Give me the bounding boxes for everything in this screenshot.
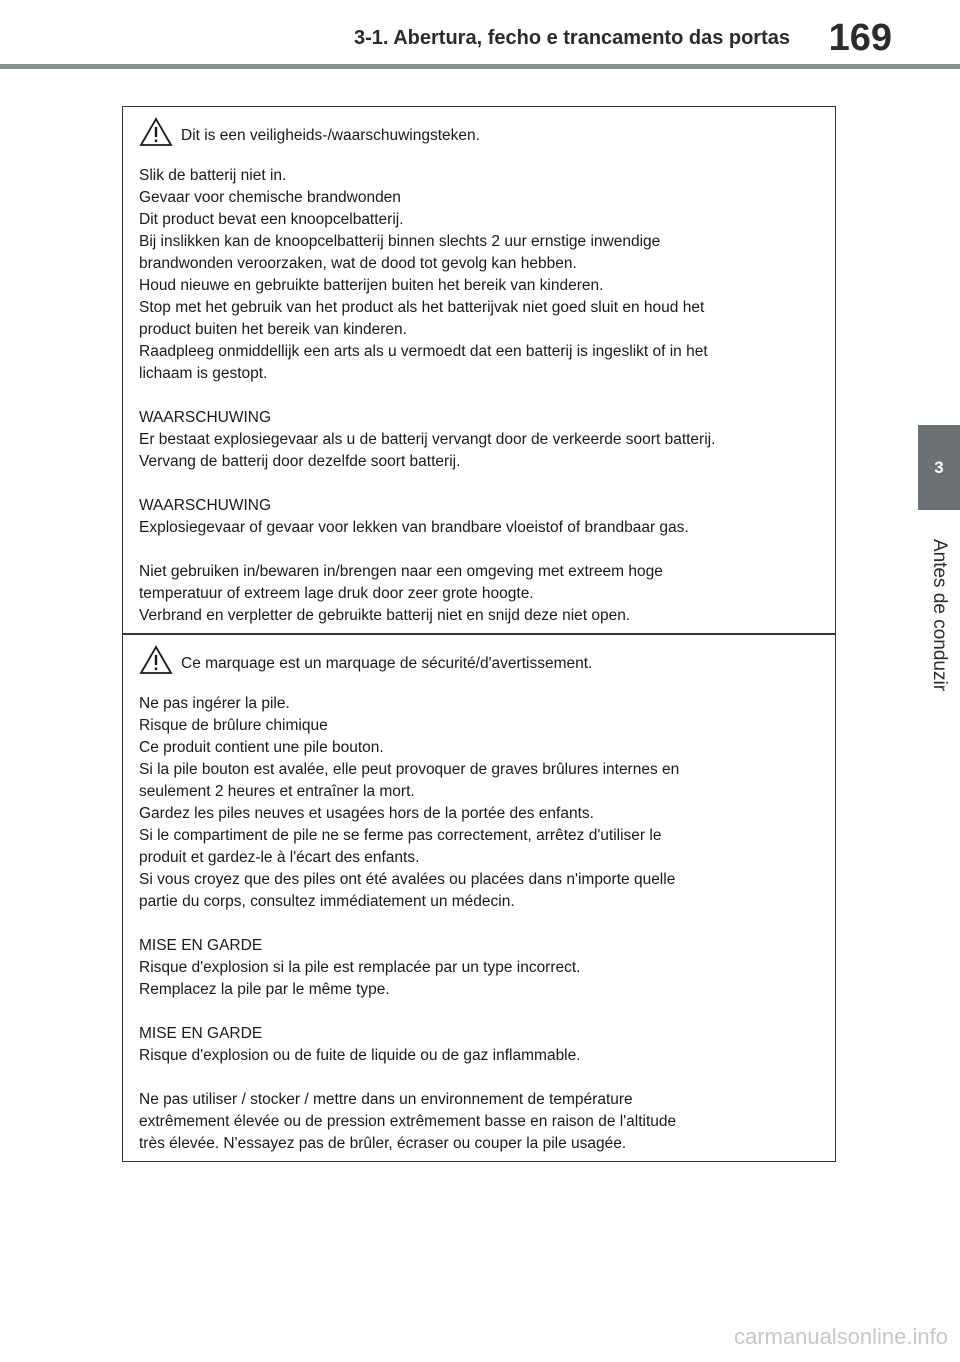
text-line: Ce produit contient une pile bouton. — [139, 739, 384, 756]
warning-section — [123, 633, 835, 1161]
text-line: Raadpleeg onmiddellijk een arts als u vermoedt dat een batterij is ingeslikt of in het — [139, 343, 708, 360]
text-line: Explosiegevaar of gevaar voor lekken van brandbare vloeistof of brandbaar gas. — [139, 519, 689, 536]
warning-triangle-icon — [139, 117, 173, 147]
text-line: très élevée. N'essayez pas de brûler, écraser ou couper la pile usagée. — [139, 1135, 627, 1152]
warning-paragraph — [139, 561, 825, 627]
text-line: MISE EN GARDE — [139, 937, 263, 954]
text-line: brandwonden veroorzaken, wat de dood tot gevolg kan hebben. — [139, 255, 577, 272]
text-line: Si le compartiment de pile ne se ferme pas correctement, arrêtez d'utiliser le — [139, 827, 662, 844]
text-line: Slik de batterij niet in. — [139, 167, 287, 184]
warning-heading-text: Ce marquage est un marquage de sécurité/d'avertissement. — [181, 655, 593, 672]
text-line: Ne pas ingérer la pile. — [139, 695, 290, 712]
text-line: extrêmement élevée ou de pression extrêmement basse en raison de l'altitude — [139, 1113, 677, 1130]
running-header-title: 3-1. Abertura, fecho e trancamento das portas — [353, 27, 790, 49]
watermark: carmanualsonline.info — [733, 1324, 948, 1349]
warning-paragraph — [139, 1023, 825, 1067]
text-line: product buiten het bereik van kinderen. — [139, 321, 407, 338]
warning-paragraph — [139, 407, 825, 473]
text-line: Si vous croyez que des piles ont été avalées ou placées dans n'importe quelle — [139, 871, 676, 888]
text-line: Risque d'explosion ou de fuite de liquide ou de gaz inflammable. — [139, 1047, 581, 1064]
chapter-tab — [918, 425, 960, 510]
text-line: Risque de brûlure chimique — [139, 717, 328, 734]
text-line: Vervang de batterij door dezelfde soort batterij. — [139, 453, 461, 470]
chapter-label: Antes de conduzir — [929, 538, 950, 692]
text-line: Er bestaat explosiegevaar als u de batterij vervangt door de verkeerde soort batterij. — [139, 431, 716, 448]
page-number: 169 — [828, 17, 892, 59]
text-line: Dit product bevat een knoopcelbatterij. — [139, 211, 404, 228]
text-line: Ne pas utiliser / stocker / mettre dans un environnement de température — [139, 1091, 633, 1108]
warning-heading-text: Dit is een veiligheids-/waarschuwingsteken. — [181, 127, 480, 144]
text-line: Si la pile bouton est avalée, elle peut provoquer de graves brûlures internes en — [139, 761, 680, 778]
text-line: WAARSCHUWING — [139, 497, 272, 514]
warning-paragraph — [139, 693, 825, 913]
warning-section — [123, 107, 835, 633]
header-divider — [0, 64, 960, 69]
text-line: MISE EN GARDE — [139, 1025, 263, 1042]
text-line: produit et gardez-le à l'écart des enfants. — [139, 849, 420, 866]
warning-paragraph — [139, 935, 825, 1001]
battery-warning-box — [122, 106, 836, 1162]
text-line: Verbrand en verpletter de gebruikte batterij niet en snijd deze niet open. — [139, 607, 631, 624]
text-line: Niet gebruiken in/bewaren in/brengen naar een omgeving met extreem hoge — [139, 563, 663, 580]
text-line: Gevaar voor chemische brandwonden — [139, 189, 401, 206]
text-line: Remplacez la pile par le même type. — [139, 981, 390, 998]
text-line: partie du corps, consultez immédiatement un médecin. — [139, 893, 515, 910]
text-line: WAARSCHUWING — [139, 409, 272, 426]
text-line: Gardez les piles neuves et usagées hors de la portée des enfants. — [139, 805, 594, 822]
text-line: Houd nieuwe en gebruikte batterijen buiten het bereik van kinderen. — [139, 277, 604, 294]
warning-heading — [139, 645, 825, 675]
text-line: Risque d'explosion si la pile est remplacée par un type incorrect. — [139, 959, 581, 976]
warning-heading — [139, 117, 825, 147]
chapter-number: 3 — [934, 457, 944, 477]
text-line: lichaam is gestopt. — [139, 365, 268, 382]
warning-triangle-icon — [139, 645, 173, 675]
text-line: temperatuur of extreem lage druk door zeer grote hoogte. — [139, 585, 534, 602]
warning-paragraph — [139, 1089, 825, 1155]
chapter-label-container — [918, 520, 960, 710]
text-line: Bij inslikken kan de knoopcelbatterij binnen slechts 2 uur ernstige inwendige — [139, 233, 661, 250]
text-line: seulement 2 heures et entraîner la mort. — [139, 783, 415, 800]
warning-paragraph — [139, 165, 825, 385]
warning-paragraph — [139, 495, 825, 539]
text-line: Stop met het gebruik van het product als het batterijvak niet goed sluit en houd het — [139, 299, 705, 316]
